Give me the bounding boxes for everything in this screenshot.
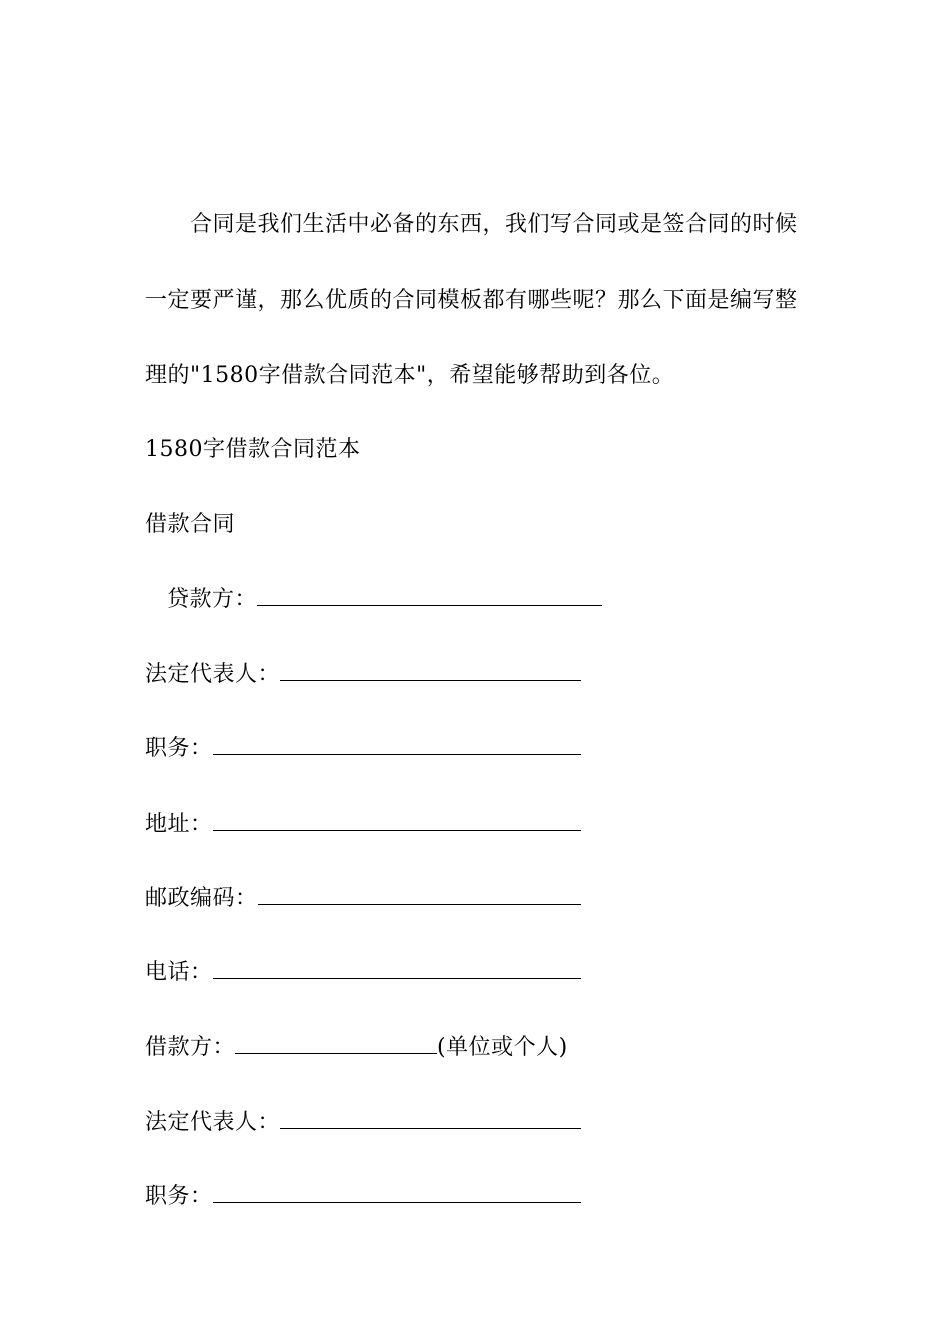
- borrower-position-row: [145, 1182, 581, 1212]
- lender-party-row: [167, 585, 602, 615]
- lender-position-label: 职务：: [145, 736, 213, 761]
- lender-rep-row: [145, 660, 581, 690]
- borrower-party-row: [145, 1033, 568, 1063]
- borrower-party-note: (单位或个人): [437, 1035, 568, 1060]
- lender-phone-label: 电话：: [145, 960, 213, 985]
- lender-postcode-label: 邮政编码：: [145, 886, 258, 911]
- lender-address-label: 地址：: [145, 812, 213, 837]
- lender-rep-label: 法定代表人：: [145, 662, 281, 687]
- lender-postcode-row: [145, 884, 581, 914]
- intro-paragraph-line-1: 合同是我们生活中必备的东西，我们写合同或是签合同的时候: [190, 212, 798, 237]
- borrower-party-blank: [235, 1035, 437, 1054]
- borrower-position-blank: [213, 1184, 581, 1203]
- borrower-rep-blank: [280, 1110, 581, 1129]
- borrower-party-label: 借款方：: [145, 1035, 236, 1060]
- lender-position-blank: [213, 736, 581, 755]
- lender-phone-row: [145, 958, 581, 988]
- borrower-position-label: 职务：: [145, 1184, 213, 1209]
- lender-postcode-blank: [258, 886, 581, 905]
- contract-title: 借款合同: [145, 512, 236, 537]
- lender-party-blank: [257, 587, 602, 606]
- intro-paragraph-line-2: 一定要严谨，那么优质的合同模板都有哪些呢？那么下面是编写整: [145, 288, 798, 313]
- intro-paragraph-line-3: 理的"1580字借款合同范本"，希望能够帮助到各位。: [145, 363, 675, 388]
- lender-address-row: [145, 810, 581, 840]
- lender-rep-blank: [280, 662, 581, 681]
- lender-address-blank: [213, 812, 581, 831]
- lender-phone-blank: [213, 960, 581, 979]
- lender-party-label: 贷款方：: [167, 587, 258, 612]
- borrower-rep-label: 法定代表人：: [145, 1110, 281, 1135]
- borrower-rep-row: [145, 1108, 581, 1138]
- lender-position-row: [145, 734, 581, 764]
- document-title: 1580字借款合同范本: [145, 437, 361, 462]
